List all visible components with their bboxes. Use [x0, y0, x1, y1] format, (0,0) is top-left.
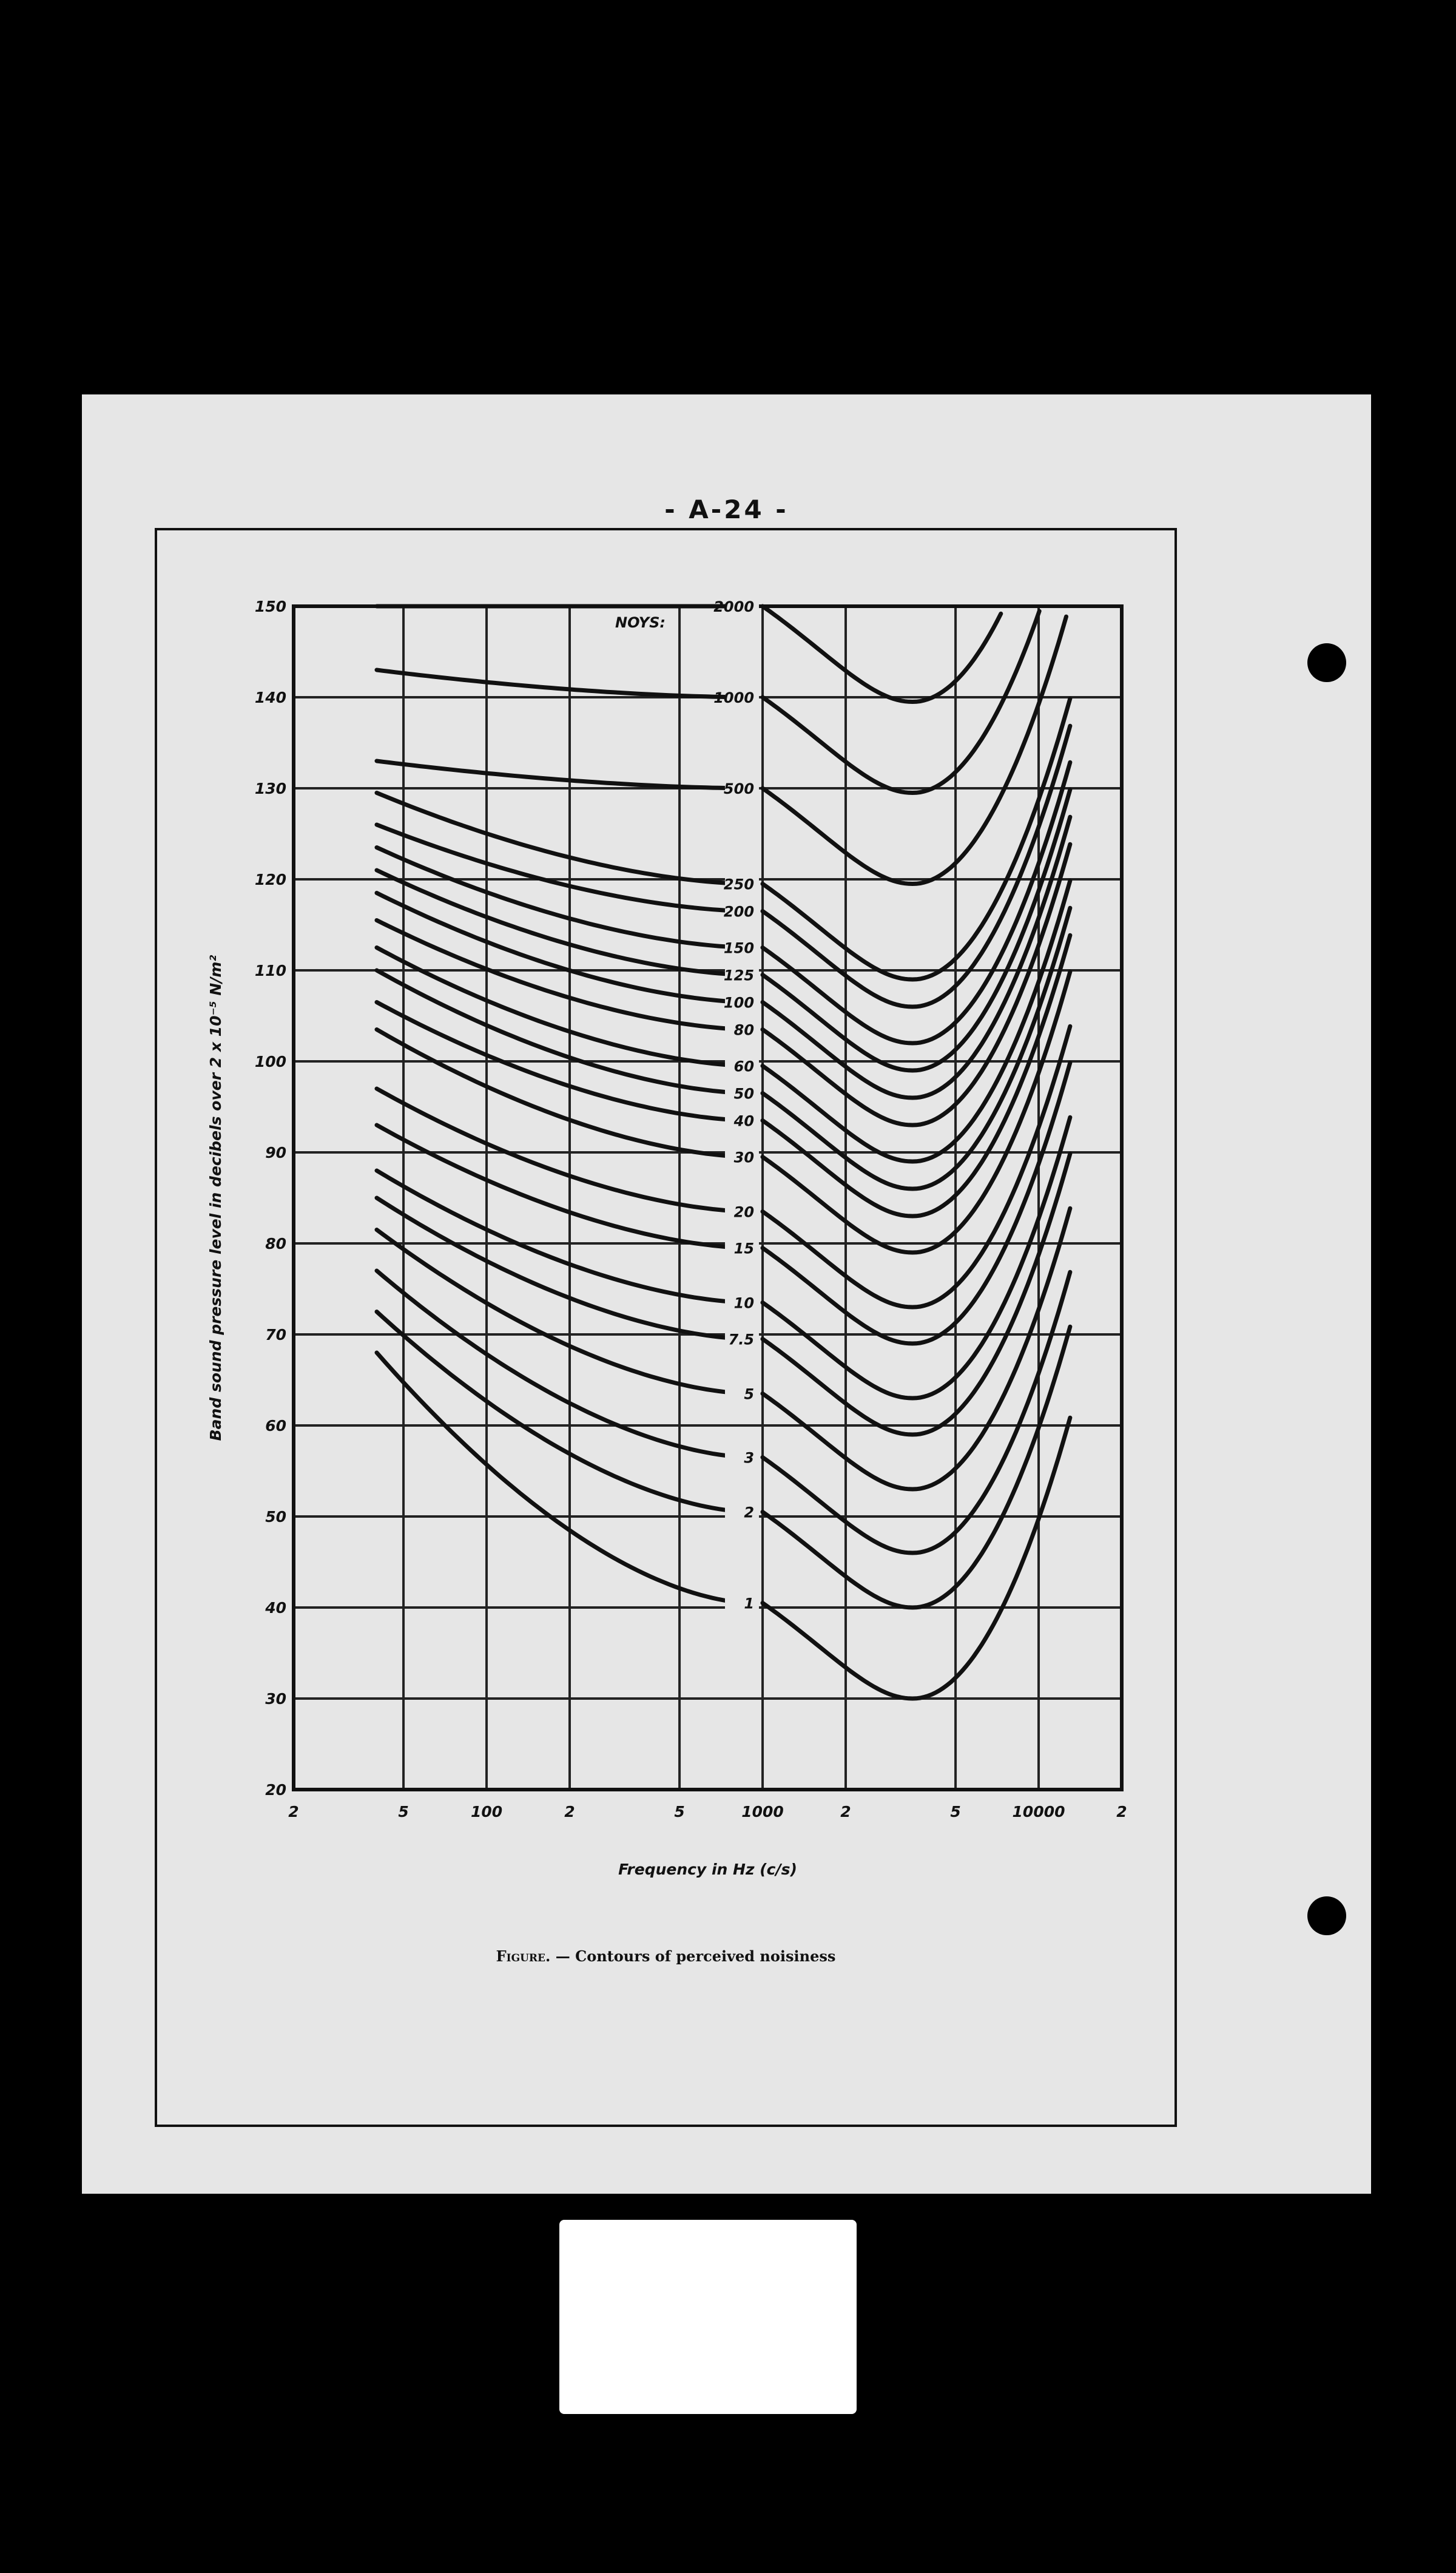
noys-curve-2000-high: [763, 606, 1001, 702]
noys-curve-60-high: [763, 881, 1070, 1161]
noys-curve-3-high: [763, 1272, 1070, 1553]
curve-label-layer: [713, 596, 759, 1612]
x-tick-label: 2: [840, 1803, 851, 1821]
noys-heading: NOYS:: [615, 614, 666, 631]
curve-label-15: 15: [733, 1240, 755, 1257]
noys-curve-200-low: [377, 825, 750, 911]
curve-label-2000: 2000: [713, 598, 755, 615]
y-tick-label: 60: [265, 1417, 286, 1435]
caption-prefix: Figure.: [496, 1947, 551, 1965]
curve-label-20: 20: [733, 1203, 755, 1221]
curve-label-40: 40: [733, 1112, 755, 1130]
x-tick-label: 1000: [741, 1803, 784, 1821]
noys-curve-30-high: [763, 972, 1070, 1253]
x-tick-label: 5: [398, 1803, 409, 1821]
curve-label-30: 30: [733, 1149, 755, 1166]
curve-label-50: 50: [733, 1085, 755, 1103]
x-tick-label: 5: [674, 1803, 685, 1821]
x-tick-label: 10000: [1012, 1803, 1065, 1821]
punch-hole-bottom: [1307, 1896, 1346, 1935]
y-tick-label: 80: [265, 1235, 286, 1253]
noys-curve-30-low: [377, 1030, 750, 1157]
noys-curve-1000-low: [377, 670, 750, 697]
noys-curve-50-high: [763, 908, 1070, 1189]
curve-label-2: 2: [744, 1504, 755, 1521]
y-tick-label: 40: [265, 1599, 286, 1617]
curve-label-10: 10: [733, 1294, 755, 1312]
y-axis-label: Band sound pressure level in decibels over 2 x 10⁻⁵ N/m²: [207, 955, 224, 1441]
curve-label-1: 1: [744, 1595, 755, 1612]
caption-text: — Contours of perceived noisiness: [550, 1947, 836, 1965]
x-tick-label: 5: [950, 1803, 961, 1821]
noys-curve-150-high: [763, 762, 1070, 1043]
noys-curve-200-high: [763, 726, 1070, 1007]
curve-label-7.5: 7.5: [728, 1331, 755, 1348]
curve-label-250: 250: [723, 876, 755, 893]
x-tick-label: 100: [470, 1803, 503, 1821]
grid-layer: [294, 606, 1122, 1790]
noys-curve-125-high: [763, 789, 1070, 1070]
figure-frame: [155, 528, 1177, 2127]
x-tick-label: 2: [288, 1803, 299, 1821]
y-tick-label: 30: [265, 1690, 286, 1708]
y-tick-label: 100: [254, 1053, 286, 1070]
curve-label-125: 125: [723, 967, 755, 984]
page-number: - A-24 -: [664, 495, 789, 524]
curve-label-500: 500: [723, 780, 755, 797]
noys-curve-2-high: [763, 1327, 1070, 1608]
blank-card: [559, 2220, 857, 2414]
y-tick-label: 70: [265, 1326, 286, 1344]
scanned-page: [82, 394, 1371, 2194]
y-tick-label: 130: [254, 780, 286, 797]
curve-label-150: 150: [723, 939, 755, 957]
noys-curve-7.5-high: [763, 1154, 1070, 1435]
x-axis-label: Frequency in Hz (c/s): [618, 1861, 797, 1878]
noys-curve-100-high: [763, 817, 1070, 1098]
x-tick-label: 2: [564, 1803, 575, 1821]
curve-label-60: 60: [733, 1058, 755, 1075]
curve-label-5: 5: [744, 1385, 755, 1403]
noys-curve-10-low: [377, 1171, 750, 1303]
y-tick-label: 140: [254, 689, 286, 706]
y-tick-label: 90: [265, 1144, 286, 1161]
noys-curve-500-low: [377, 761, 750, 788]
tick-label-layer: [255, 598, 1127, 1821]
y-tick-label: 20: [265, 1781, 286, 1799]
noys-curve-5-low: [377, 1230, 750, 1394]
y-tick-label: 120: [254, 871, 286, 888]
curve-label-3: 3: [744, 1449, 755, 1467]
noys-curve-15-high: [763, 1063, 1070, 1344]
curve-label-80: 80: [733, 1021, 755, 1039]
plot-border: [294, 606, 1122, 1790]
noys-curve-60-low: [377, 948, 750, 1066]
curve-label-1000: 1000: [713, 689, 755, 706]
y-tick-label: 150: [254, 598, 286, 615]
curve-label-200: 200: [723, 903, 755, 921]
curve-label-100: 100: [723, 994, 755, 1012]
punch-hole-top: [1307, 643, 1346, 682]
y-tick-label: 110: [254, 962, 286, 979]
noys-curve-1-low: [377, 1353, 750, 1603]
x-tick-label: 2: [1116, 1803, 1127, 1821]
figure-caption: [157, 1947, 1175, 1965]
noys-curve-1-high: [763, 1418, 1070, 1699]
y-tick-label: 50: [265, 1508, 286, 1526]
noisiness-contour-chart: [157, 530, 1175, 1926]
